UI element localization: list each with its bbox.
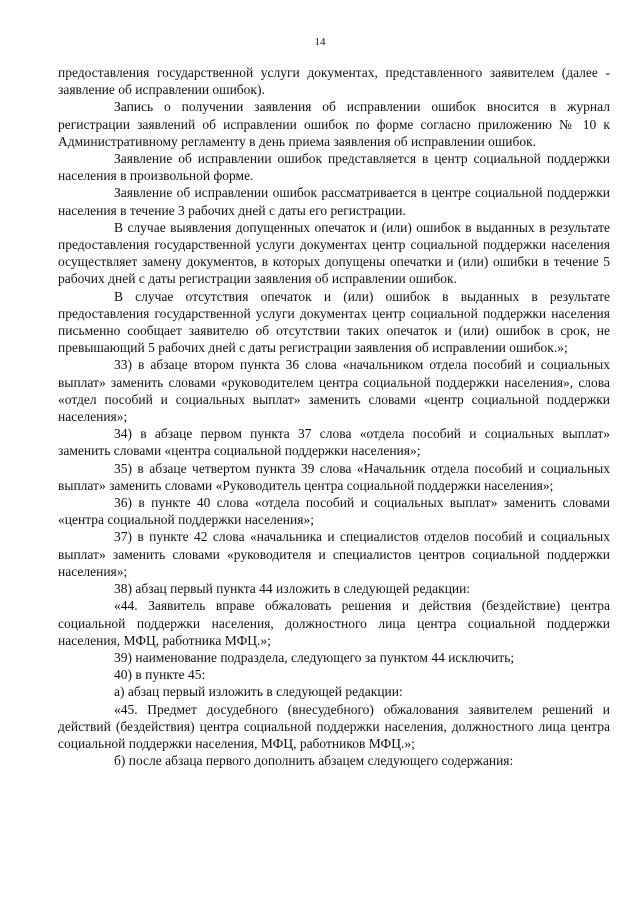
- paragraph: 39) наименование подраздела, следующего за пунктом 44 исключить;: [114, 649, 515, 665]
- paragraph: а) абзац первый изложить в следующей редакции:: [114, 684, 403, 700]
- paragraph: Запись о получении заявления об исправлении ошибок вносится в журнал регистрации заявлений об исправлении ошибок по форме согласно приложению № 10 к Административному регламенту в день приема заявления об исправлении ошибок.: [58, 99, 610, 149]
- paragraph: В случае выявления допущенных опечаток и (или) ошибок в выданных в результате предоставления государственной услуги документах центр социальной поддержки населения осуществляет замену документов, в которых допущены опечатки и (или) ошибки в течение 5 рабочих дней с даты регистрации заявления об исправлении ошибок.: [58, 219, 610, 287]
- paragraph: 35) в абзаце четвертом пункта 39 слова «Начальник отдела пособий и социальных выплат» заменить словами «Руководитель центра социальной поддержки населения»;: [58, 460, 610, 493]
- paragraph: Заявление об исправлении ошибок представляется в центр социальной поддержки населения в произвольной форме.: [58, 151, 610, 184]
- paragraph: 38) абзац первый пункта 44 изложить в следующей редакции:: [114, 581, 471, 597]
- paragraph: 34) в абзаце первом пункта 37 слова «отдела пособий и социальных выплат» заменить словами «центра социальной поддержки населения»;: [58, 426, 610, 459]
- document-body: [58, 64, 610, 769]
- paragraph: 36) в пункте 40 слова «отдела пособий и социальных выплат» заменить словами «центра социальной поддержки населения»;: [58, 495, 610, 528]
- paragraph: 37) в пункте 42 слова «начальника и специалистов отделов пособий и социальных выплат» заменить словами «руководителя и специалистов центров социальной поддержки населения»;: [58, 529, 610, 579]
- paragraph: б) после абзаца первого дополнить абзацем следующего содержания:: [114, 753, 514, 769]
- paragraph: 33) в абзаце втором пункта 36 слова «начальником отдела пособий и социальных выплат» заменить словами «руководителем центра социальной поддержки населения», слова «отдел пособий и социальных выплат» заменить словами «центр социальной поддержки населения»;: [58, 357, 610, 425]
- paragraph: Заявление об исправлении ошибок рассматривается в центре социальной поддержки населения в течение 3 рабочих дней с даты его регистрации.: [58, 185, 610, 218]
- paragraph: «45. Предмет досудебного (внесудебного) обжалования заявителем решений и действий (бездействия) центра социальной поддержки населения, должностного лица центра социальной поддержки населения, МФЦ, работников МФЦ.»;: [58, 701, 610, 751]
- paragraph: В случае отсутствия опечаток и (или) ошибок в выданных в результате предоставления государственной услуги документах центр социальной поддержки населения письменно сообщает заявителю об отсутствии таких опечаток и (или) ошибок в срок, не превышающий 5 рабочих дней с даты регистрации заявления об исправлении ошибок.»;: [58, 288, 610, 356]
- page-number: 14: [314, 36, 326, 48]
- paragraph: «44. Заявитель вправе обжаловать решения и действия (бездействие) центра социальной поддержки населения, должностного лица центра социальной поддержки населения, МФЦ, работника МФЦ.»;: [58, 598, 610, 648]
- paragraph: предоставления государственной услуги документах, представленного заявителем (далее - заявление об исправлении ошибок).: [58, 65, 610, 98]
- paragraph: 40) в пункте 45:: [114, 667, 206, 683]
